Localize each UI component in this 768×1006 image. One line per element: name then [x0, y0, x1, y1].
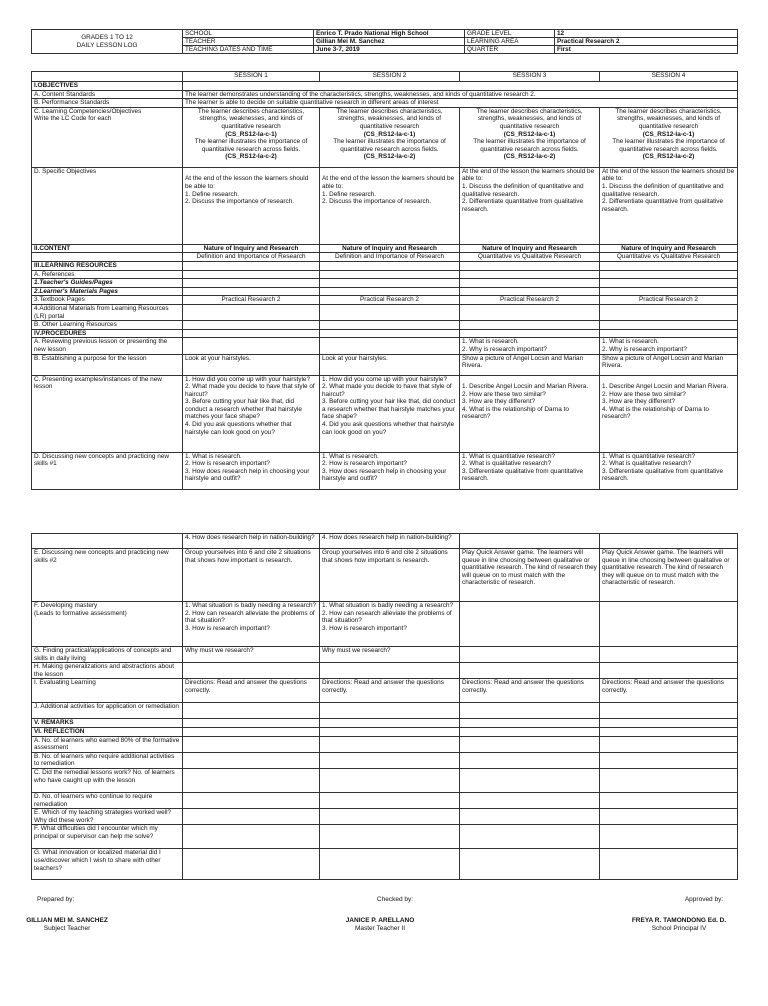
competency-text: The learner illustrates the importance of quantitative research across fields. [194, 138, 308, 153]
blank-cell [600, 663, 738, 679]
blank-cell [183, 261, 320, 270]
blank-cell [183, 304, 320, 320]
procedure-d-cell: 1. What is research. 2. How is research important? 3. How does research help in choosing your hairstyle and outfit? [320, 452, 460, 489]
specific-objectives-cell: At the end of the lesson the learners should be able to: 1. Discuss the definition of quantitative and qualitative research. 2. Differentiate quantitative from qualitative research. [460, 167, 600, 244]
textbook-value: Practical Research 2 [320, 296, 460, 305]
session-1-header: SESSION 1 [183, 72, 320, 82]
procedure-f-cell [460, 602, 600, 647]
procedure-c-cell: 1. Describe Angel Locsin and Marian Rivera. 2. How are these two similar? 3. How are they different? 4. What is the relationship of Darna to research? [460, 375, 600, 452]
blank-cell [600, 792, 738, 808]
grade-level-value: 12 [555, 30, 738, 38]
procedure-c-cell: 1. How did you come up with your hairstyle? 2. What made you decide to have that style of haircut? 3. Before cutting your hair like that, did conduct a research whether that hairstyle matches your face shape? 4. Did you ask questions whether that hairstyle can look good on you? [183, 375, 320, 452]
content-title: Nature of Inquiry and Research [460, 244, 600, 253]
procedure-d-cell: 1. What is quantitative research? 2. What is qualitative research? 3. Differentiate qualitative from quantitative research. [600, 452, 738, 489]
quarter-label: QUARTER [465, 46, 555, 54]
procedure-g-cell [460, 647, 600, 663]
specific-objectives-cell: At the end of the lesson the learners should be able to: 1. Discuss the definition of quantitative and qualitative research. 2. Differentiate quantitative from qualitative research. [600, 167, 738, 244]
content-title: Nature of Inquiry and Research [600, 244, 738, 253]
blank-cell [460, 809, 600, 825]
blank-cell [600, 809, 738, 825]
performance-standards-label: B. Performance Standards [32, 99, 183, 108]
blank-cell [460, 279, 600, 288]
other-resources-label: B. Other Learning Resources [32, 321, 183, 330]
blank-cell [320, 703, 460, 719]
learners-materials-label: 2.Learner's Materials Pages [32, 287, 183, 296]
signature-position: Subject Teacher [43, 925, 91, 932]
blank-cell [600, 279, 738, 288]
blank-cell [183, 809, 320, 825]
content-subtitle: Quantitative vs Qualitative Research [460, 253, 600, 262]
learning-area-label: LEARNING AREA [465, 38, 555, 46]
signature-prepared [22, 896, 112, 933]
procedures-heading: IV.PROCEDURES [32, 329, 183, 338]
blank-cell [320, 719, 460, 728]
content-standards-label: A. Content Standards [32, 90, 183, 99]
additional-materials-label: 4.Additional Materials from Learning Resources (LR) portal [32, 304, 183, 320]
blank-cell [460, 321, 600, 330]
procedure-e-cell: Play Quick Answer game. The learners will queue in line choosing between qualitative or quantitative research. The kind of research they will queue on to must match with the characteristic of research. [600, 549, 738, 602]
reflection-heading: VI. REFLECTION [32, 727, 183, 736]
content-standards-text: The learner demonstrates understanding of the characteristics, strengths, weaknesses, and kinds of quantitative research 2. [183, 90, 738, 99]
content-subtitle: Definition and Importance of Research [320, 253, 460, 262]
procedure-e-label: E. Discussing new concepts and practicing new skills #2 [32, 549, 183, 602]
blank-cell [183, 663, 320, 679]
header-table [31, 29, 738, 54]
blank-cell [460, 304, 600, 320]
blank-cell [460, 792, 600, 808]
procedure-e-cell: Group yourselves into 6 and cite 2 situations that shows how important is research. [183, 549, 320, 602]
blank-cell [183, 736, 320, 752]
procedure-b-cell: Look at your hairstyles. [320, 354, 460, 375]
competency-text: The learner describes characteristics, strengths, weaknesses, and kinds of quantitative research [615, 107, 722, 130]
specific-objectives-cell: At the end of the lesson the learners should be able to: 1. Define research. 2. Discuss the importance of research. [183, 167, 320, 244]
signature-label: Checked by: [376, 896, 414, 903]
blank-cell [183, 792, 320, 808]
textbook-value: Practical Research 2 [600, 296, 738, 305]
competency-code: (CS_RS12-Ia-c-1) [363, 130, 416, 138]
blank-cell [320, 304, 460, 320]
blank-cell [460, 752, 600, 768]
procedure-c-label: C. Presenting examples/instances of the new lesson [32, 375, 183, 452]
signature-approved [620, 896, 738, 933]
blank-cell [460, 703, 600, 719]
blank-cell [460, 329, 600, 338]
lesson-log-table-part1 [31, 71, 738, 490]
competency-code: (CS_RS12-Ia-c-2) [225, 153, 277, 161]
session-4-header: SESSION 4 [600, 72, 738, 82]
competency-text: The learner illustrates the importance of quantitative research across fields. [612, 138, 725, 153]
competency-code: (CS_RS12-Ia-c-1) [642, 130, 695, 138]
competency-text: The learner illustrates the importance of quantitative research across fields. [333, 138, 446, 153]
blank-cell [32, 253, 183, 262]
blank-cell [320, 321, 460, 330]
procedure-a-cell [320, 338, 460, 354]
procedure-a-cell: 1. What is research. 2. Why is research important? [460, 338, 600, 354]
corner-cell [32, 72, 183, 82]
procedure-c-cell: 1. Describe Angel Locsin and Marian Rivera. 2. How are these two similar? 3. How are they different? 4. What is the relationship of Darna to research? [600, 375, 738, 452]
competency-cell [600, 107, 738, 167]
dates-value: June 3-7, 2019 [314, 46, 465, 54]
procedure-i-cell: Directions: Read and answer the questions correctly. [600, 679, 738, 703]
references-label: A. References [32, 270, 183, 279]
blank-cell [183, 727, 320, 736]
blank-cell [183, 82, 738, 91]
competency-text: The learner describes characteristics, strengths, weaknesses, and kinds of quantitative research [197, 107, 305, 130]
blank-cell [183, 287, 320, 296]
signature-position: School Principal IV [651, 925, 707, 932]
procedure-j-label: J. Additional activities for application or remediation [32, 703, 183, 719]
competency-code: (CS_RS12-Ia-c-1) [225, 130, 277, 138]
signature-name: GILLIAN MEI M. SANCHEZ [26, 917, 108, 924]
blank-cell [600, 727, 738, 736]
procedure-i-cell: Directions: Read and answer the questions correctly. [320, 679, 460, 703]
blank-cell [600, 329, 738, 338]
content-subtitle: Quantitative vs Qualitative Research [600, 253, 738, 262]
blank-cell [320, 287, 460, 296]
blank-cell [183, 270, 320, 279]
quarter-value: First [555, 46, 738, 54]
procedure-a-cell: 1. What is research. 2. Why is research important? [600, 338, 738, 354]
blank-cell [600, 304, 738, 320]
learning-area-value: Practical Research 2 [555, 38, 738, 46]
competencies-label: C. Learning Competencies/Objectives Write the LC Code for each [32, 107, 183, 167]
session-3-header: SESSION 3 [460, 72, 600, 82]
procedure-e-cell: Play Quick Answer game. The learners will queue in line choosing between qualitative or quantitative research. The kind of research they will queue on to must match with the characteristic of research. [460, 549, 600, 602]
procedure-d-continued: 4. How does research help in nation-building? [183, 534, 320, 549]
blank-cell [460, 261, 600, 270]
procedure-g-cell [600, 647, 738, 663]
textbook-value: Practical Research 2 [460, 296, 600, 305]
textbook-value: Practical Research 2 [183, 296, 320, 305]
content-title: Nature of Inquiry and Research [320, 244, 460, 253]
blank-cell [183, 825, 320, 849]
reflection-item: A. No. of learners who earned 80% of the formative assessment [32, 736, 183, 752]
blank-cell [460, 736, 600, 752]
competency-code: (CS_RS12-Ia-c-2) [642, 153, 695, 161]
reflection-item: B. No. of learners who require additional activities to remediation [32, 752, 183, 768]
log-title: GRADES 1 TO 12 DAILY LESSON LOG [32, 30, 183, 54]
reflection-item: G. What innovation or localized material did I use/discover which I wish to share with other teachers? [32, 849, 183, 880]
procedure-f-label: F. Developing mastery (Leads to formative assessment) [32, 602, 183, 647]
blank-cell [460, 663, 600, 679]
school-value: Enrico T. Prado National High School [314, 30, 465, 38]
competency-cell [320, 107, 460, 167]
procedure-b-cell: Show a picture of Angel Locsin and Marian Rivera. [600, 354, 738, 375]
procedure-d-continued [600, 534, 738, 549]
procedure-h-label: H. Making generalizations and abstractions about the lesson [32, 663, 183, 679]
reflection-item: E. Which of my teaching strategies worked well? Why did these work? [32, 809, 183, 825]
blank-cell [600, 703, 738, 719]
dates-label: TEACHING DATES AND TIME [183, 46, 314, 54]
teacher-value: Gillian Mei M. Sanchez [314, 38, 465, 46]
competency-code: (CS_RS12-Ia-c-2) [503, 153, 556, 161]
blank-cell [600, 825, 738, 849]
procedure-d-continued [460, 534, 600, 549]
blank-cell [320, 329, 460, 338]
specific-objectives-label: D. Specific Objectives [32, 167, 183, 244]
blank-cell [183, 703, 320, 719]
blank-cell [320, 261, 460, 270]
procedure-f-cell [600, 602, 738, 647]
specific-objectives-cell: At the end of the lesson the learners should be able to: 1. Define research. 2. Discuss the importance of research. [320, 167, 460, 244]
signature-name: JANICE P. ARELLANO [345, 917, 415, 924]
blank-cell [600, 752, 738, 768]
blank-cell [460, 768, 600, 792]
blank-cell [320, 768, 460, 792]
procedure-f-cell: 1. What situation is badly needing a research? 2. How can research alleviate the problems of that situation? 3. How is research important? [183, 602, 320, 647]
blank-cell [320, 279, 460, 288]
blank-cell [183, 768, 320, 792]
signature-checked [325, 896, 435, 933]
blank-cell [183, 849, 320, 880]
procedure-i-cell: Directions: Read and answer the questions correctly. [183, 679, 320, 703]
procedure-d-continued: 4. How does research help in nation-building? [320, 534, 460, 549]
blank-cell [600, 261, 738, 270]
competency-cell [460, 107, 600, 167]
content-heading: II.CONTENT [32, 244, 183, 253]
blank-cell [32, 534, 183, 549]
competency-text: The learner describes characteristics, strengths, weaknesses, and kinds of quantitative research [476, 107, 583, 130]
procedure-g-label: G. Finding practical/applications of concepts and skills in daily living [32, 647, 183, 663]
procedure-g-cell: Why must we research? [320, 647, 460, 663]
blank-cell [183, 321, 320, 330]
reflection-item: C. Did the remedial lessons work? No. of learners who have caught up with the lesson [32, 768, 183, 792]
blank-cell [320, 736, 460, 752]
signature-position: Master Teacher II [354, 925, 406, 932]
blank-cell [320, 270, 460, 279]
procedure-d-cell: 1. What is research. 2. How is research important? 3. How does research help in choosing your hairstyle and outfit? [183, 452, 320, 489]
blank-cell [600, 321, 738, 330]
procedure-e-cell: Group yourselves into 6 and cite 2 situations that shows how important is research. [320, 549, 460, 602]
procedure-f-cell: 1. What situation is badly needing a research? 2. How can research alleviate the problems of that situation? 3. How is research important? [320, 602, 460, 647]
teachers-guide-label: 1.Teacher's Guides/Pages [32, 279, 183, 288]
signature-name: FREYA R. TAMONDONG Ed. D. [631, 917, 727, 924]
lesson-log-table-part2 [31, 533, 738, 880]
competency-code: (CS_RS12-Ia-c-1) [503, 130, 556, 138]
blank-cell [460, 849, 600, 880]
blank-cell [460, 287, 600, 296]
blank-cell [460, 825, 600, 849]
blank-cell [320, 727, 460, 736]
blank-cell [320, 849, 460, 880]
blank-cell [183, 719, 320, 728]
blank-cell [600, 736, 738, 752]
blank-cell [600, 719, 738, 728]
blank-cell [600, 849, 738, 880]
content-title: Nature of Inquiry and Research [183, 244, 320, 253]
teacher-label: TEACHER [183, 38, 314, 46]
blank-cell [460, 727, 600, 736]
content-subtitle: Definition and Importance of Research [183, 253, 320, 262]
blank-cell [600, 287, 738, 296]
blank-cell [320, 792, 460, 808]
procedure-a-label: A. Reviewing previous lesson or presenting the new lesson [32, 338, 183, 354]
reflection-item: D. No. of learners who continue to require remediation [32, 792, 183, 808]
procedure-i-cell: Directions: Read and answer the questions correctly. [460, 679, 600, 703]
blank-cell [183, 279, 320, 288]
signature-label: Prepared by: [37, 896, 75, 903]
resources-heading: III.LEARNING RESOURCES [32, 261, 183, 270]
blank-cell [320, 752, 460, 768]
procedure-i-label: I. Evaluating Learning [32, 679, 183, 703]
signature-label: Approved by: [684, 896, 724, 903]
remarks-heading: V. REMARKS [32, 719, 183, 728]
textbook-label: 3.Textbook Pages [32, 296, 183, 305]
blank-cell [600, 270, 738, 279]
procedure-d-cell: 1. What is quantitative research? 2. What is qualitative research? 3. Differentiate qualitative from quantitative research. [460, 452, 600, 489]
grade-level-label: GRADE LEVEL [465, 30, 555, 38]
procedure-c-cell: 1. How did you come up with your hairstyle? 2. What made you decide to have that style of haircut? 3. Before cutting your hair like that, did conduct a research whether that hairstyle matches your face shape? 4. Did you ask questions whether that hairstyle can look good on you? [320, 375, 460, 452]
competency-text: The learner illustrates the importance of quantitative research across fields. [473, 138, 586, 153]
competency-code: (CS_RS12-Ia-c-2) [363, 153, 416, 161]
procedure-d-label: D. Discussing new concepts and practicing new skills #1 [32, 452, 183, 489]
blank-cell [183, 329, 320, 338]
performance-standards-text: The learner is able to decide on suitable quantitative research in different areas of interest [183, 99, 738, 108]
procedure-a-cell [183, 338, 320, 354]
competency-cell [183, 107, 320, 167]
procedure-b-label: B. Establishing a purpose for the lesson [32, 354, 183, 375]
procedure-b-cell: Look at your hairstyles. [183, 354, 320, 375]
blank-cell [320, 825, 460, 849]
procedure-g-cell: Why must we research? [183, 647, 320, 663]
blank-cell [460, 270, 600, 279]
school-label: SCHOOL [183, 30, 314, 38]
blank-cell [460, 719, 600, 728]
blank-cell [183, 752, 320, 768]
blank-cell [320, 663, 460, 679]
blank-cell [320, 809, 460, 825]
blank-cell [600, 768, 738, 792]
reflection-item: F. What difficulties did I encounter which my principal or supervisor can help me solve? [32, 825, 183, 849]
competency-text: The learner describes characteristics, strengths, weaknesses, and kinds of quantitative research [336, 107, 443, 130]
objectives-heading: I.OBJECTIVES [32, 82, 183, 91]
procedure-b-cell: Show a picture of Angel Locsin and Marian Rivera. [460, 354, 600, 375]
session-2-header: SESSION 2 [320, 72, 460, 82]
